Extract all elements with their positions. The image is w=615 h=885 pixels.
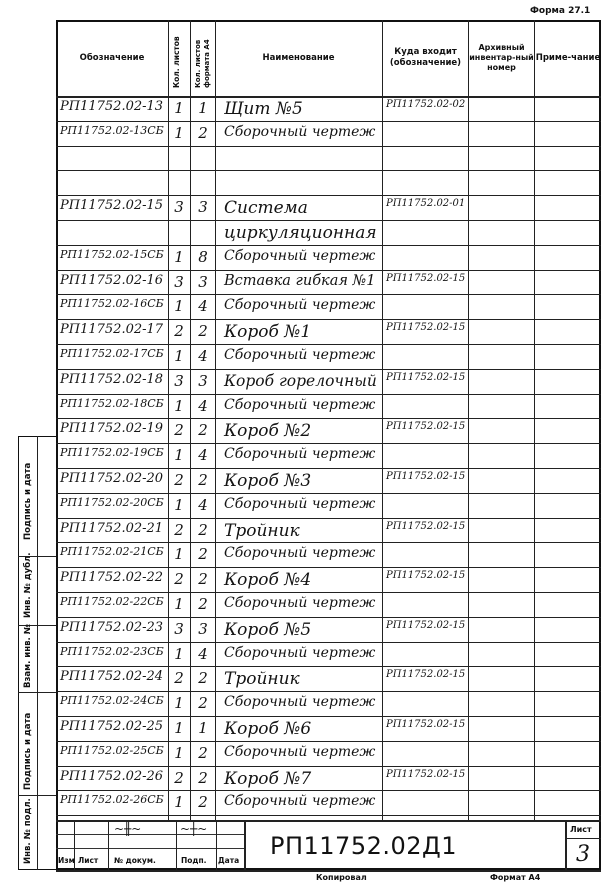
- row-divider: [56, 344, 601, 345]
- cell-sheets: 1: [174, 719, 184, 737]
- cell-where-used: РП11752.02-01: [386, 198, 466, 210]
- row-divider: [56, 294, 601, 295]
- tb-col-doc: № докум.: [114, 856, 156, 865]
- cell-sheets: 2: [174, 669, 184, 688]
- cell-sheets: 1: [174, 644, 184, 663]
- row-divider: [56, 691, 601, 692]
- cell-designation: РП11752.02-19СБ: [60, 446, 164, 460]
- cell-where-used: РП11752.02-15: [386, 421, 466, 433]
- cell-sheets: 1: [174, 793, 184, 812]
- cell-a4: 2: [198, 421, 208, 440]
- cell-name: Сборочный чертеж: [224, 446, 376, 463]
- footer-copied: Копировал: [316, 873, 367, 882]
- cell-sheets: 1: [174, 396, 184, 415]
- cell-designation: РП11752.02-26: [60, 768, 164, 784]
- cell-name: Сборочный чертеж: [224, 595, 376, 611]
- cell-designation: РП11752.02-22: [60, 570, 164, 586]
- cell-where-used: РП11752.02-15: [386, 669, 466, 681]
- cell-where-used: РП11752.02-15: [386, 570, 466, 582]
- cell-where-used: РП11752.02-15: [386, 719, 466, 730]
- cell-designation: РП11752.02-13: [60, 99, 164, 114]
- cell-sheets: 3: [174, 272, 184, 291]
- cell-designation: РП11752.02-22СБ: [60, 595, 164, 608]
- cell-name: Сборочный чертеж: [224, 545, 376, 562]
- cell-sheets: 1: [174, 123, 184, 142]
- cell-name: Короб №5: [224, 619, 312, 640]
- row-divider: [56, 443, 601, 444]
- cell-designation: РП11752.02-16СБ: [60, 297, 164, 311]
- cell-a4: 2: [198, 595, 208, 613]
- cell-name: Сборочный чертеж: [224, 793, 376, 810]
- side-label-inv-orig: Инв. № подл.: [23, 798, 33, 864]
- cell-a4: 2: [198, 768, 208, 787]
- cell-designation: РП11752.02-23СБ: [60, 644, 164, 658]
- cell-designation: РП11752.02-25СБ: [60, 743, 164, 757]
- row-divider: [56, 716, 601, 717]
- cell-designation: РП11752.02-21: [60, 520, 164, 536]
- cell-a4: 2: [198, 545, 208, 564]
- cell-where-used: РП11752.02-15: [386, 768, 466, 780]
- cell-designation: РП11752.02-19: [60, 421, 164, 437]
- row-divider: [56, 146, 601, 147]
- header-archive: Архивный инвентар-ный номер: [469, 43, 534, 72]
- cell-name: Система: [224, 198, 308, 219]
- cell-designation: РП11752.02-20СБ: [60, 495, 164, 509]
- cell-a4: 2: [198, 570, 208, 589]
- cell-a4: 2: [198, 123, 208, 142]
- row-divider: [56, 170, 601, 171]
- cell-where-used: РП11752.02-15: [386, 619, 466, 631]
- cell-name: Короб №1: [224, 322, 312, 343]
- header-name: Наименование: [262, 52, 335, 63]
- cell-sheets: 1: [174, 247, 184, 266]
- cell-where-used: РП11752.02-15: [386, 471, 466, 482]
- cell-designation: РП11752.02-24: [60, 669, 164, 685]
- cell-name: Тройник: [224, 520, 300, 541]
- cell-name: циркуляционная: [224, 223, 377, 243]
- row-divider: [56, 369, 601, 370]
- form-label: Форма 27.1: [530, 6, 591, 16]
- header-a4-count: Кол. листов формата А4: [194, 39, 211, 88]
- signature-mark-2: ~┼~: [180, 822, 208, 836]
- row-divider: [56, 319, 601, 320]
- cell-designation: РП11752.02-15СБ: [60, 247, 164, 261]
- cell-a4: 3: [198, 619, 208, 638]
- cell-name: Короб №4: [224, 570, 312, 591]
- row-divider: [56, 592, 601, 593]
- cell-designation: РП11752.02-20: [60, 471, 164, 486]
- row-divider: [56, 418, 601, 419]
- cell-name: Сборочный чертеж: [224, 495, 376, 512]
- cell-where-used: РП11752.02-15: [386, 272, 466, 284]
- cell-sheets: 1: [174, 495, 184, 514]
- cell-designation: РП11752.02-17СБ: [60, 347, 164, 360]
- tb-col-list: Лист: [78, 856, 99, 865]
- header-sheet-count: Кол. листов: [172, 36, 181, 88]
- row-divider: [56, 195, 601, 196]
- cell-sheets: 3: [174, 619, 184, 638]
- row-divider: [56, 270, 601, 271]
- row-divider: [56, 790, 601, 791]
- footer-format: Формат А4: [490, 873, 541, 882]
- cell-designation: РП11752.02-25: [60, 719, 164, 734]
- cell-a4: 3: [198, 272, 208, 291]
- cell-a4: 2: [198, 471, 208, 489]
- header-where-used: Куда входит (обозначение): [389, 47, 462, 68]
- cell-sheets: 1: [174, 545, 184, 564]
- header-note: Приме-чание: [535, 52, 601, 63]
- cell-name: Короб горелочный: [224, 371, 377, 390]
- cell-designation: РП11752.02-18СБ: [60, 396, 164, 410]
- table-frame: [56, 20, 601, 870]
- cell-sheets: 2: [174, 322, 184, 341]
- cell-a4: 8: [198, 247, 208, 266]
- cell-name: Короб №3: [224, 471, 312, 491]
- cell-a4: 4: [198, 644, 208, 663]
- row-divider: [56, 642, 601, 643]
- tb-col-izm: Изм: [58, 856, 75, 865]
- cell-sheets: 2: [174, 421, 184, 440]
- cell-designation: РП11752.02-15: [60, 198, 164, 214]
- cell-name: Короб №2: [224, 421, 312, 442]
- cell-sheets: 1: [174, 99, 184, 117]
- cell-designation: РП11752.02-18: [60, 371, 164, 387]
- cell-name: Щит №5: [224, 99, 303, 119]
- cell-sheets: 1: [174, 347, 184, 365]
- cell-name: Сборочный чертеж: [224, 694, 376, 711]
- cell-sheets: 2: [174, 471, 184, 489]
- cell-designation: РП11752.02-23: [60, 619, 164, 635]
- cell-designation: РП11752.02-13СБ: [60, 123, 164, 137]
- cell-a4: 4: [198, 396, 208, 415]
- row-divider: [56, 468, 601, 469]
- cell-sheets: 2: [174, 520, 184, 539]
- cell-where-used: РП11752.02-15: [386, 322, 466, 334]
- cell-a4: 2: [198, 793, 208, 812]
- row-divider: [56, 766, 601, 767]
- cell-sheets: 3: [174, 198, 184, 217]
- side-label-sign-date-2: Подпись и дата: [23, 712, 33, 790]
- cell-name: Короб №6: [224, 719, 312, 739]
- cell-a4: 4: [198, 297, 208, 316]
- doc-number: РП11752.02Д1: [270, 832, 458, 860]
- row-divider: [56, 815, 601, 816]
- side-label-replaces: Взам. инв. №: [23, 624, 33, 688]
- sheet-number: 3: [576, 842, 590, 867]
- cell-name: Короб №7: [224, 768, 312, 789]
- header-designation: Обозначение: [79, 52, 145, 63]
- cell-name: Вставка гибкая №1: [224, 272, 376, 289]
- cell-a4: 3: [198, 371, 208, 390]
- cell-sheets: 1: [174, 694, 184, 713]
- row-divider: [56, 542, 601, 543]
- row-divider: [56, 741, 601, 742]
- cell-sheets: 3: [174, 371, 184, 390]
- cell-sheets: 2: [174, 768, 184, 787]
- cell-sheets: 1: [174, 743, 184, 762]
- cell-a4: 4: [198, 495, 208, 514]
- cell-designation: РП11752.02-16: [60, 272, 164, 288]
- cell-a4: 1: [198, 99, 208, 117]
- cell-where-used: РП11752.02-02: [386, 99, 466, 110]
- cell-name: Тройник: [224, 669, 300, 690]
- cell-name: Сборочный чертеж: [224, 644, 376, 661]
- cell-sheets: 1: [174, 446, 184, 465]
- cell-designation: РП11752.02-21СБ: [60, 545, 164, 559]
- cell-where-used: РП11752.02-15: [386, 520, 466, 532]
- row-divider: [56, 220, 601, 221]
- cell-a4: 1: [198, 719, 208, 737]
- cell-name: Сборочный чертеж: [224, 743, 376, 760]
- cell-name: Сборочный чертеж: [224, 396, 376, 413]
- cell-where-used: РП11752.02-15: [386, 371, 466, 383]
- row-divider: [56, 518, 601, 519]
- cell-a4: 3: [198, 198, 208, 217]
- row-divider: [56, 666, 601, 667]
- row-divider: [56, 617, 601, 618]
- cell-a4: 4: [198, 347, 208, 365]
- row-divider: [56, 493, 601, 494]
- row-divider: [56, 567, 601, 568]
- cell-designation: РП11752.02-17: [60, 322, 164, 338]
- row-divider: [56, 121, 601, 122]
- side-label-inv-dup: Инв. № дубл.: [23, 552, 33, 618]
- cell-sheets: 1: [174, 297, 184, 316]
- cell-a4: 2: [198, 669, 208, 688]
- cell-name: Сборочный чертеж: [224, 247, 376, 264]
- cell-sheets: 1: [174, 595, 184, 613]
- tb-col-date: Дата: [218, 856, 240, 865]
- sheet-label: Лист: [570, 825, 592, 834]
- row-divider: [56, 394, 601, 395]
- side-label-sign-date-1: Подпись и дата: [23, 462, 33, 540]
- cell-a4: 2: [198, 743, 208, 762]
- cell-a4: 2: [198, 694, 208, 713]
- cell-a4: 2: [198, 520, 208, 539]
- row-divider: [56, 245, 601, 246]
- cell-a4: 2: [198, 322, 208, 341]
- cell-name: Сборочный чертеж: [224, 347, 376, 363]
- cell-designation: РП11752.02-24СБ: [60, 694, 164, 708]
- cell-a4: 4: [198, 446, 208, 465]
- signature-mark-1: ~╫~: [114, 822, 142, 836]
- cell-name: Сборочный чертеж: [224, 123, 376, 140]
- cell-sheets: 2: [174, 570, 184, 589]
- cell-designation: РП11752.02-26СБ: [60, 793, 164, 807]
- cell-name: Сборочный чертеж: [224, 297, 376, 314]
- tb-col-sign: Подп.: [181, 856, 207, 865]
